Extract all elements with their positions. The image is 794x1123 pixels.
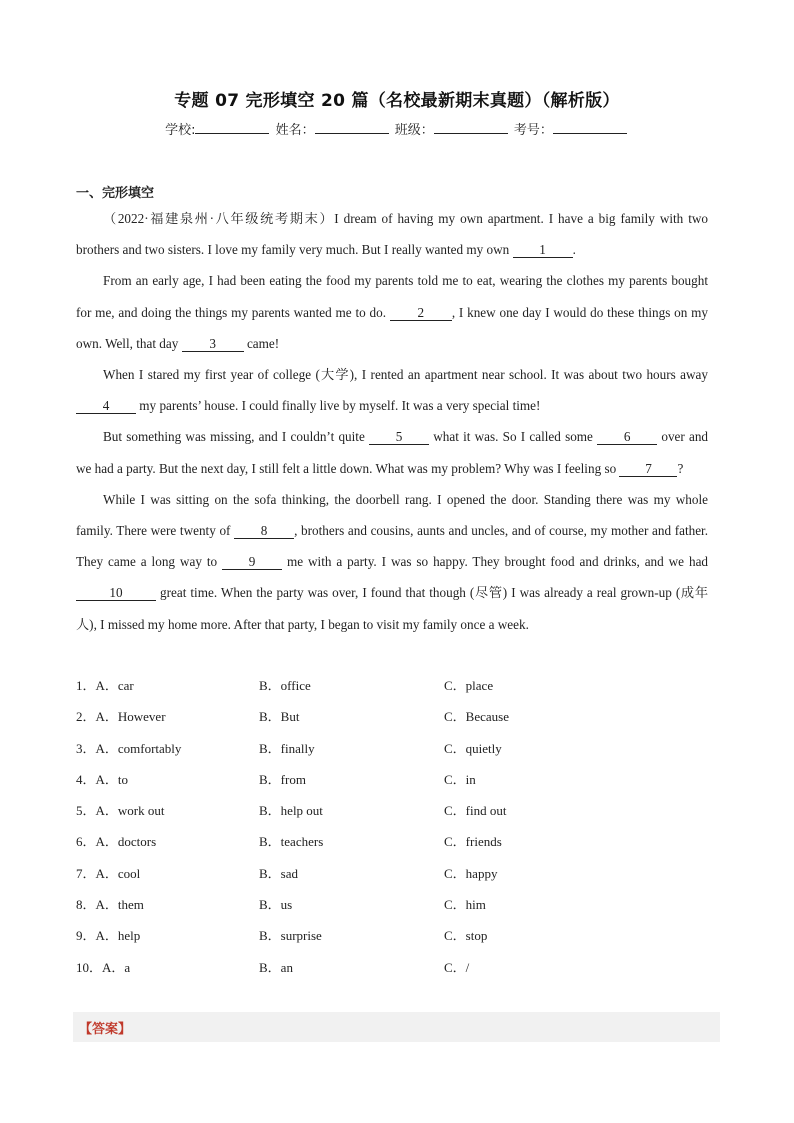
exam-number-label: 考号： (513, 123, 553, 138)
blank-4: 4 (76, 398, 136, 414)
option-b[interactable]: B．teachers (259, 834, 324, 850)
option-c[interactable]: C．/ (444, 959, 470, 975)
option-a[interactable]: 4．A．to (76, 771, 129, 787)
option-c[interactable]: C．stop (444, 928, 488, 944)
school-label: 学校: (165, 123, 196, 138)
blank-10: 10 (76, 585, 156, 601)
answer-options (76, 670, 716, 983)
answer-section (73, 1012, 720, 1042)
passage-text: my parents’ house. I could finally live by myself. It was a very special time! (139, 398, 541, 414)
passage-text: While I was sitting on the sofa thinking, the doorbell rang. I opened the door. Standing there was my whole family. There were twenty of (76, 491, 708, 539)
page-title: 专题 07 完形填空 20 篇（名校最新期末真题）（解析版） (174, 91, 620, 111)
option-c[interactable]: C．friends (444, 834, 502, 850)
passage-paragraph (76, 421, 708, 483)
option-b[interactable]: B．But (259, 709, 300, 725)
passage-text: From an early age, I had been eating the food my parents told me to eat, wearing the clothes my parents bought for me, and doing the things my parents wanted me to do. (76, 273, 708, 320)
option-b[interactable]: B．help out (259, 803, 323, 819)
option-a[interactable]: 2．A．However (76, 709, 166, 725)
option-a[interactable]: 10．A．a (76, 959, 131, 975)
option-row (76, 826, 716, 857)
passage-text: what it was. So I called some (433, 429, 593, 445)
name-field[interactable] (315, 121, 389, 134)
passage-text: me with a party. I was so happy. They brought food and drinks, and we had (286, 554, 709, 570)
option-a[interactable]: 3．A．comfortably (76, 740, 182, 756)
cloze-passage (76, 203, 708, 640)
option-b[interactable]: B．us (259, 897, 293, 913)
name-label: 姓名： (275, 123, 315, 138)
option-b[interactable]: B．office (259, 678, 311, 693)
option-c[interactable]: C．in (444, 771, 476, 787)
option-b[interactable]: B．finally (259, 740, 315, 756)
option-row (76, 701, 716, 732)
option-b[interactable]: B．an (259, 959, 293, 975)
option-row (76, 858, 716, 889)
option-c[interactable]: C．happy (444, 865, 498, 881)
student-info-line (0, 119, 794, 138)
passage-text: ? (677, 460, 684, 476)
passage-paragraph (76, 484, 708, 640)
option-row (76, 952, 716, 983)
option-c[interactable]: C．Because (444, 709, 509, 725)
option-row (76, 795, 716, 826)
option-c[interactable]: C．quietly (444, 740, 502, 756)
blank-5: 5 (369, 429, 429, 445)
blank-3: 3 (182, 336, 244, 352)
option-a[interactable]: 6．A．doctors (76, 834, 157, 850)
option-a[interactable]: 7．A．cool (76, 865, 141, 881)
blank-7: 7 (619, 461, 677, 477)
option-a[interactable]: 9．A．help (76, 928, 141, 944)
passage-paragraph (76, 359, 708, 421)
option-b[interactable]: B．from (259, 771, 306, 787)
blank-6: 6 (597, 429, 657, 445)
section-heading: 一、完形填空 (76, 186, 155, 201)
passage-paragraph (76, 265, 708, 359)
passage-text: , I knew one day I would do these things on my own. Well, that day (76, 304, 708, 351)
option-row (76, 889, 716, 920)
option-a[interactable]: 5．A．work out (76, 803, 165, 819)
option-b[interactable]: B．sad (259, 865, 299, 881)
exam-number-field[interactable] (553, 121, 627, 134)
option-c[interactable]: C．place (444, 678, 494, 693)
school-field[interactable] (195, 121, 269, 134)
blank-1: 1 (513, 242, 573, 258)
option-b[interactable]: B．surprise (259, 928, 322, 944)
option-c[interactable]: C．him (444, 897, 486, 913)
option-row (76, 920, 716, 951)
blank-9: 9 (222, 554, 282, 570)
option-row (76, 670, 716, 701)
passage-text: , brothers and cousins, aunts and uncles, and of course, my mother and father. They came a long way to (76, 523, 709, 570)
passage-text: But something was missing, and I couldn’t quite (103, 429, 365, 445)
class-field[interactable] (434, 121, 508, 134)
blank-2: 2 (390, 305, 452, 321)
option-row (76, 764, 716, 795)
passage-text: came! (246, 335, 280, 351)
passage-text: （2022·福建泉州·八年级统考期末）I dream of having my own apartment. I have a big family with two brothers and two sisters. I love my family very much. But I really wanted my own (76, 211, 708, 258)
passage-text: When I stared my first year of college (大学), I rented an apartment near school. It was about two hours away (103, 367, 708, 383)
passage-paragraph (76, 203, 708, 265)
passage-text: great time. When the party was over, I found that though (尽管) I was already a real grown-up (成年人), I missed my home more. After that party, I began to visit my family once a week. (76, 585, 709, 632)
blank-8: 8 (234, 523, 294, 539)
passage-text: over and we had a party. But the next day, I still felt a little down. What was my problem? Why was I feeling so (76, 429, 709, 476)
passage-text: . (572, 242, 576, 258)
class-label: 班级： (394, 123, 434, 138)
option-a[interactable]: 1．A．car (76, 678, 134, 693)
option-a[interactable]: 8．A．them (76, 897, 144, 913)
answer-label: 【答案】 (79, 1022, 132, 1037)
option-c[interactable]: C．find out (444, 803, 507, 819)
option-row (76, 733, 716, 764)
